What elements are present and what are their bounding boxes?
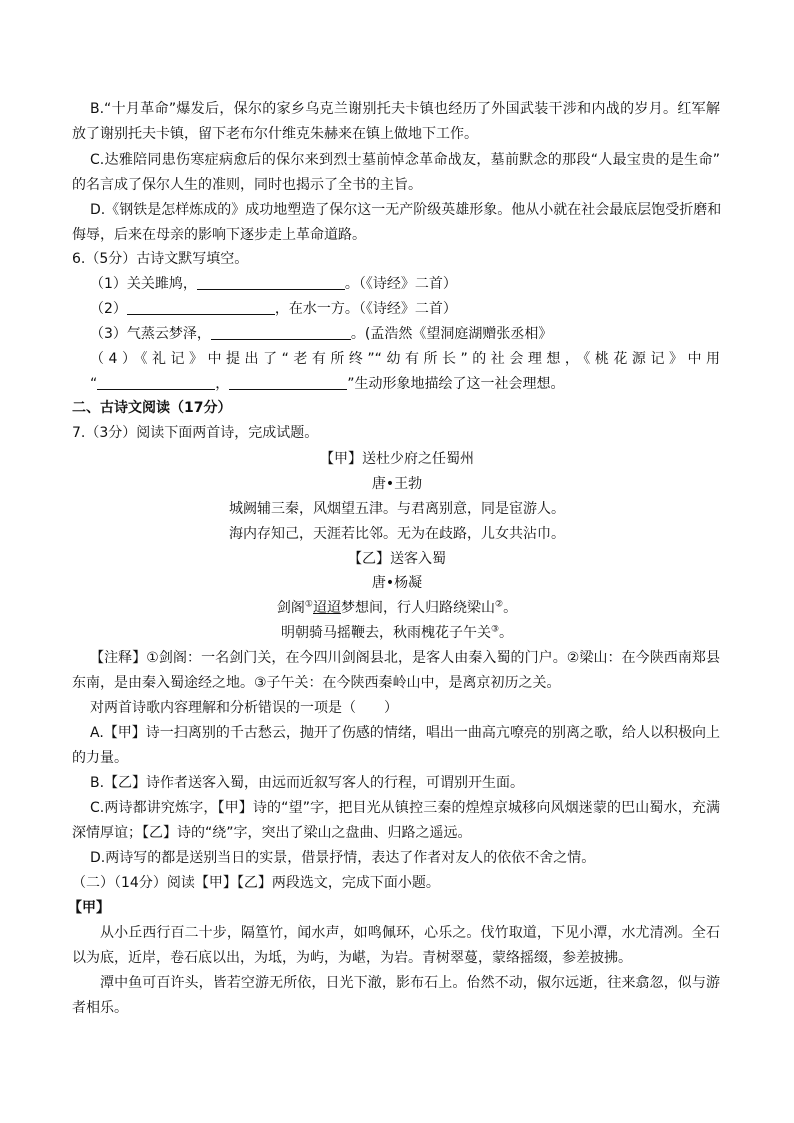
q6-item-2: （2） ，在水一方。（《诗经》二首） bbox=[90, 301, 457, 317]
poem-yi-title: 【乙】送客入蜀 bbox=[348, 551, 446, 567]
q5-option-d-line1: D.《钢铁是怎样炼成的》成功地塑造了保尔这一无产阶级英雄形象。他从小就在社会最底层饱受折磨和 bbox=[90, 202, 722, 218]
q6-item-4-line2: “ ， ”生动形象地描绘了这一社会理想。 bbox=[90, 376, 565, 392]
passage-jia-p2-line1: 潭中鱼可百许头，皆若空游无所依，日光下澈，影布石上。佁然不动，俶尔远逝，往来翕忽，似与游 bbox=[100, 975, 720, 991]
q6-blank-1[interactable] bbox=[197, 275, 345, 290]
q6-blank-2[interactable] bbox=[127, 300, 275, 315]
q5-option-c-line1: C.达雅陪同患伤寒症病愈后的保尔来到烈士墓前悼念革命战友，墓前默念的那段“人最宝贵的是生命” bbox=[90, 152, 720, 168]
q7-notes-line2: 东南，是由秦入蜀途经之地。③子午关：在今陕西秦岭山中，是离京初历之关。 bbox=[72, 675, 561, 691]
poem-jia-line-1: 城阙辅三秦，风烟望五津。与君离别意，同是宦游人。 bbox=[229, 501, 565, 517]
q5-option-b-line1: B.“十月革命”爆发后，保尔的家乡乌克兰谢别托夫卡镇也经历了外国武装干涉和内战的岁月。红军解 bbox=[90, 101, 720, 117]
footnote-marker-2: ② bbox=[495, 599, 504, 610]
passage-jia-p1-line1: 从小丘西行百二十步，隔篁竹，闻水声，如鸣佩环，心乐之。伐竹取道，下见小潭，水尤清冽。全石 bbox=[100, 925, 720, 941]
q6-blank-3[interactable] bbox=[211, 325, 351, 340]
q7-notes-line1: 【注释】①剑阁：一名剑门关，在今四川剑阁县北，是客人由秦入蜀的门户。②梁山：在今陕西南郑县 bbox=[90, 650, 720, 666]
passage-jia-p2-line2: 者相乐。 bbox=[72, 1000, 128, 1016]
q6-item-1: （1）关关雎鸠， 。（《诗经》二首） bbox=[90, 276, 457, 292]
q7-stem: 对两首诗歌内容理解和分析错误的一项是（ ） bbox=[90, 700, 398, 716]
poem-jia-author: 唐•王勃 bbox=[371, 476, 423, 492]
underlined-word: 迢迢 bbox=[313, 600, 341, 616]
q6-blank-5[interactable] bbox=[229, 375, 347, 390]
q6-item-3: （3）气蒸云梦泽， 。(孟浩然《望洞庭湖赠张丞相》 bbox=[90, 326, 553, 342]
passage-jia-label: 【甲】 bbox=[68, 900, 110, 916]
poem-jia-title: 【甲】送杜少府之任蜀州 bbox=[320, 451, 474, 467]
q6-blank-4[interactable] bbox=[97, 375, 215, 390]
section-2-heading: 二、古诗文阅读（17分） bbox=[72, 400, 232, 416]
footnote-marker-1: ① bbox=[304, 599, 313, 610]
q6-heading: 6.（5分）古诗文默写填空。 bbox=[72, 251, 249, 267]
poem-yi-line-2: 明朝骑马摇鞭去，秋雨槐花子午关③。 bbox=[280, 624, 514, 641]
q5-option-b-line2: 放了谢别托夫卡镇，留下老布尔什维克朱赫来在镇上做地下工作。 bbox=[72, 126, 478, 142]
footnote-marker-3: ③ bbox=[490, 624, 500, 635]
q7-heading: 7.（3分）阅读下面两首诗，完成试题。 bbox=[72, 425, 319, 441]
q7-option-a-line1: A.【甲】诗一扫离别的千古愁云，抛开了伤感的情绪，唱出一曲高亢嘹亮的别离之歌，给人以积极向上 bbox=[90, 725, 720, 741]
q7-option-b: B.【乙】诗作者送客入蜀，由远而近叙写客人的行程，可谓别开生面。 bbox=[90, 775, 525, 791]
q7-option-a-line2: 的力量。 bbox=[72, 750, 128, 766]
poem-jia-line-2: 海内存知己，天涯若比邻。无为在歧路，儿女共沾巾。 bbox=[229, 526, 565, 542]
q7-option-c-line2: 深情厚谊；【乙】诗的“绕”字，突出了梁山之盘曲、归路之遥远。 bbox=[72, 825, 472, 841]
q7-option-c-line1: C.两诗都讲究炼字，【甲】诗的“望”字，把目光从镇控三秦的煌煌京城移向风烟迷蒙的巴山蜀水，充满 bbox=[90, 800, 720, 816]
q5-option-c-line2: 的名言成了保尔人生的准则，同时也揭示了全书的主旨。 bbox=[72, 177, 422, 193]
q7-option-d: D.两诗写的都是送别当日的实景，借景抒情，表达了作者对友人的依依不舍之情。 bbox=[90, 850, 596, 866]
passage-jia-p1-line2: 以为底，近岸，卷石底以出，为坻，为屿，为嵁，为岩。青树翠蔓，蒙络摇缀，参差披拂。 bbox=[72, 950, 632, 966]
q6-item-4-line1: （4）《礼记》中提出了“老有所终”“幼有所长”的社会理想，《桃花源记》中用 bbox=[90, 351, 720, 367]
poem-yi-author: 唐•杨凝 bbox=[371, 575, 423, 591]
part-2-heading: （二）（14分）阅读【甲】【乙】两段选文，完成下面小题。 bbox=[72, 875, 440, 891]
q5-option-d-line2: 侮辱，后来在母亲的影响下逐步走上革命道路。 bbox=[72, 227, 366, 243]
poem-yi-line-1: 剑阁①迢迢梦想间，行人归路绕梁山②。 bbox=[276, 599, 518, 616]
